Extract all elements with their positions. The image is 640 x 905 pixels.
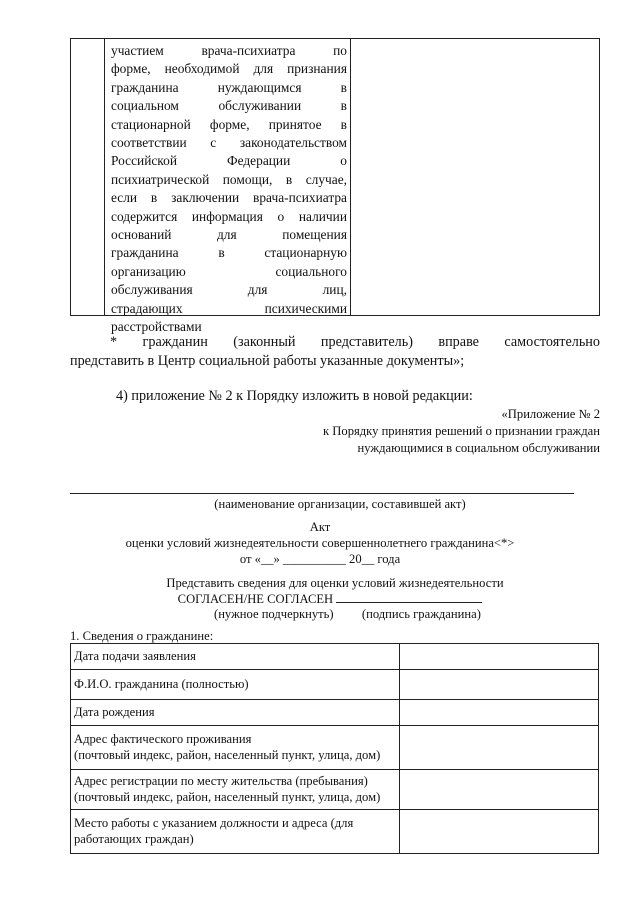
- top-table: [70, 38, 600, 335]
- table-row: [71, 770, 599, 810]
- item-4-paragraph: 4) приложение № 2 к Порядку изложить в новой редакции:: [116, 388, 473, 404]
- row-label: Дата подачи заявления: [71, 644, 400, 670]
- text-line: расстройствами: [111, 319, 202, 335]
- text-line: социальном обслуживании в: [111, 98, 347, 114]
- text-line: страдающих психическими: [111, 300, 347, 316]
- table-row: [71, 644, 599, 670]
- top-table-text-cell: [111, 42, 347, 337]
- row-value[interactable]: [400, 644, 599, 670]
- footnote-paragraph: [70, 333, 600, 371]
- table-column-divider: [350, 39, 351, 315]
- table-row: [71, 810, 599, 854]
- footnote-line: * гражданин (законный представитель) вправе самостоятельно: [110, 334, 600, 350]
- row-label: [71, 726, 400, 770]
- present-info-text: Представить сведения для оценки условий жизнедеятельности: [166, 576, 504, 590]
- text-line: гражданина в стационарную: [111, 245, 347, 261]
- text-line: участием врача-психиатра по: [111, 43, 347, 58]
- row-label-line: работающих граждан): [74, 831, 194, 846]
- row-value[interactable]: [400, 726, 599, 770]
- text-line: Российской Федерации о: [111, 153, 347, 169]
- row-label-line: Адрес фактического проживания: [74, 732, 252, 746]
- hint-line: [214, 606, 481, 622]
- act-subtitle: оценки условий жизнедеятельности совершеннолетнего гражданина<*>: [125, 536, 515, 550]
- appendix-line: «Приложение № 2: [501, 407, 600, 421]
- row-label-line: Адрес регистрации по месту жительства (пребывания): [74, 774, 368, 788]
- text-line: форме, необходимой для признания: [111, 61, 347, 77]
- footnote-line: представить в Центр социальной работы указанные документы»;: [70, 353, 465, 369]
- text-line: обслуживания для лиц,: [111, 282, 347, 298]
- citizen-info-table: [70, 643, 599, 854]
- act-title: Акт: [309, 520, 331, 534]
- row-value[interactable]: [400, 670, 599, 700]
- signature-line: [336, 590, 482, 603]
- row-value[interactable]: [400, 700, 599, 726]
- text-line: если в заключении врача-психиатра: [111, 190, 347, 206]
- hint-underline: (нужное подчеркнуть): [214, 607, 334, 621]
- hint-signature: (подпись гражданина): [361, 607, 481, 621]
- text-line: содержится информация о наличии: [111, 208, 347, 224]
- text-line: стационарной форме, принятое в: [111, 116, 347, 132]
- act-date: от «__» __________ 20__ года: [239, 552, 401, 566]
- appendix-line: нуждающимися в социальном обслуживании: [357, 440, 600, 455]
- text-line: оснований для помещения: [111, 227, 347, 243]
- organization-caption: (наименование организации, составившей акт): [214, 497, 466, 511]
- table-row: [71, 726, 599, 770]
- appendix-header: [323, 406, 600, 456]
- row-label: [71, 770, 400, 810]
- appendix-line: к Порядку принятия решений о признании граждан: [323, 423, 600, 438]
- text-line: соответствии с законодательством: [111, 135, 347, 151]
- table-row: [71, 670, 599, 700]
- row-label-line: Место работы с указанием должности и адреса (для: [74, 816, 354, 830]
- table-row: [71, 700, 599, 726]
- row-value[interactable]: [400, 810, 599, 854]
- text-line: психиатрической помощи, в случае,: [111, 171, 347, 187]
- text-line: организацию социального: [111, 263, 347, 279]
- section-1-title: 1. Сведения о гражданине:: [70, 629, 214, 643]
- organization-name-line: [70, 493, 574, 494]
- table-column-divider: [104, 39, 105, 315]
- row-value[interactable]: [400, 770, 599, 810]
- row-label: [71, 810, 400, 854]
- row-label: Ф.И.О. гражданина (полностью): [71, 670, 400, 700]
- row-label-line: (почтовый индекс, район, населенный пункт, улица, дом): [74, 747, 381, 762]
- text-line: гражданина нуждающимся в: [111, 79, 347, 95]
- agree-text: СОГЛАСЕН/НЕ СОГЛАСЕН: [177, 592, 334, 606]
- row-label: Дата рождения: [71, 700, 400, 726]
- agree-line: [0, 590, 640, 607]
- row-label-line: (почтовый индекс, район, населенный пункт, улица, дом): [74, 789, 381, 804]
